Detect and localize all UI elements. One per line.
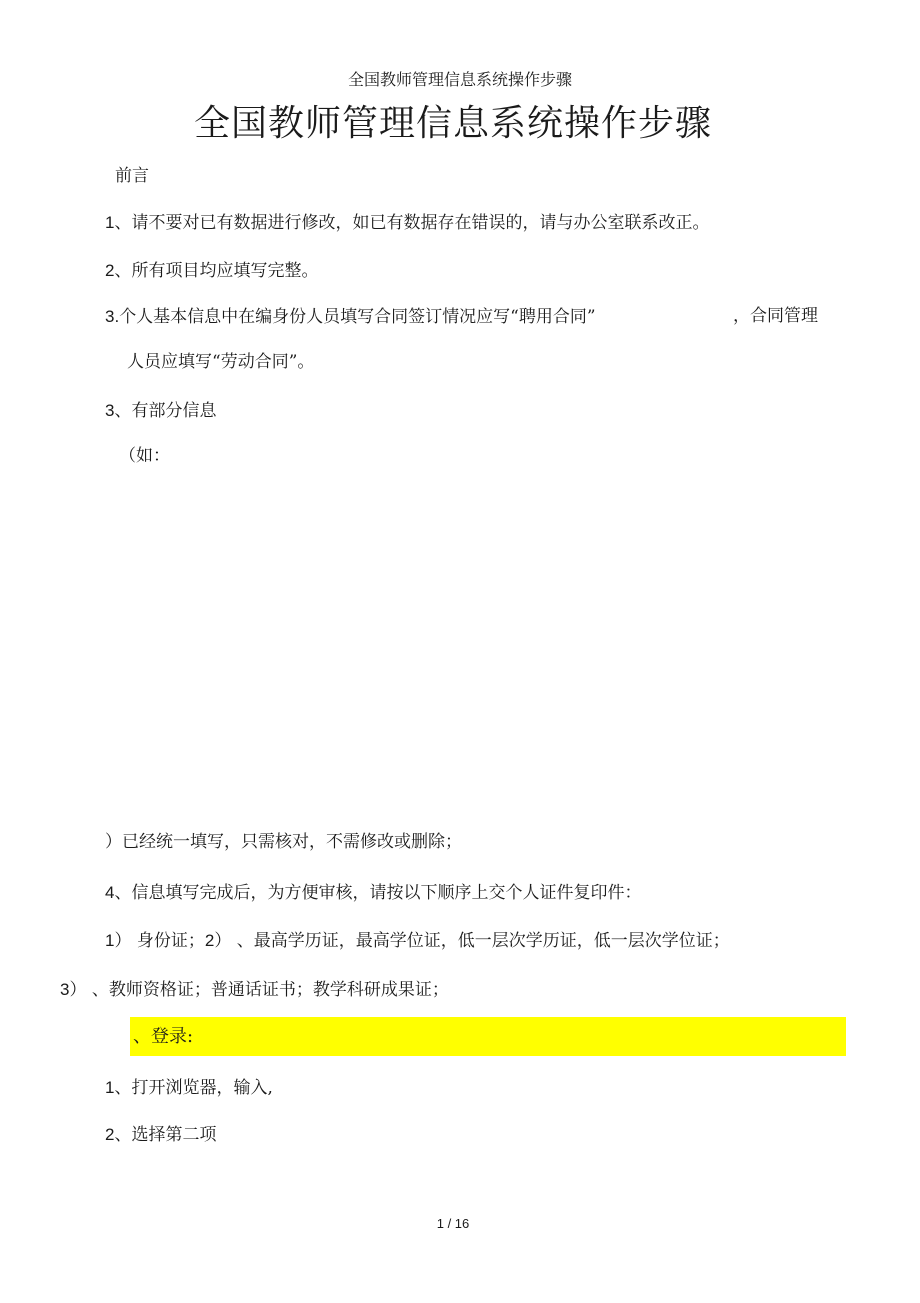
- paragraph-text: 个人基本信息中在编身份人员填写合同签订情况应写“聘用合同”: [119, 307, 596, 327]
- step-number: 1: [105, 1078, 115, 1097]
- certificate-list-line-1: [105, 932, 730, 950]
- paragraph-2: [105, 262, 318, 280]
- login-section-highlight: [130, 1017, 846, 1056]
- page-indicator: 1 / 16: [436, 1216, 470, 1231]
- preface-heading: 前言: [115, 166, 149, 186]
- certificate-list-line-2: [60, 981, 449, 999]
- list-text: ） 、最高学历证，最高学位证，低一层次学历证，低一层次学位证；: [214, 931, 730, 951]
- running-header: 全国教师管理信息系统操作步骤: [347, 70, 572, 89]
- list-number: 1: [105, 931, 115, 950]
- paragraph-5: [105, 884, 641, 902]
- paragraph-number: 3.: [105, 307, 120, 326]
- example-open: （如：: [119, 446, 170, 466]
- login-step-1: [105, 1079, 273, 1097]
- paragraph-3-line-1: [105, 308, 596, 326]
- list-number: 2: [204, 931, 215, 950]
- paragraph-number: 4: [105, 883, 115, 902]
- document-title: 全国教师管理信息系统操作步骤: [193, 103, 712, 144]
- paragraph-number: 2: [105, 261, 115, 280]
- paragraph-4: [105, 402, 216, 420]
- login-step-2: [105, 1126, 216, 1144]
- paragraph-text: 、有部分信息: [114, 401, 217, 421]
- paragraph-text: 、请不要对已有数据进行修改，如已有数据存在错误的，请与办公室联系改正。: [114, 213, 710, 233]
- list-text: ） 身份证；: [114, 931, 205, 951]
- step-number: 2: [105, 1125, 115, 1144]
- paragraph-text: 、所有项目均应填写完整。: [114, 261, 319, 281]
- paragraph-number: 1: [105, 213, 115, 232]
- paragraph-3-line-1-continued: ，合同管理: [733, 306, 818, 326]
- example-close: ）已经统一填写，只需核对，不需修改或删除；: [105, 832, 462, 852]
- paragraph-number: 3: [105, 401, 115, 420]
- paragraph-1: [105, 214, 709, 232]
- login-section-heading: 、登录:: [133, 1026, 194, 1047]
- list-number: 3: [60, 980, 70, 999]
- step-text: 、打开浏览器，输入,: [114, 1078, 273, 1098]
- step-text: 、选择第二项: [114, 1125, 217, 1145]
- list-text: ） 、教师资格证；普通话证书；教学科研成果证；: [69, 980, 449, 1000]
- paragraph-3-line-2: 人员应填写“劳动合同”。: [127, 352, 315, 372]
- paragraph-text: 、信息填写完成后，为方便审核，请按以下顺序上交个人证件复印件：: [114, 883, 642, 903]
